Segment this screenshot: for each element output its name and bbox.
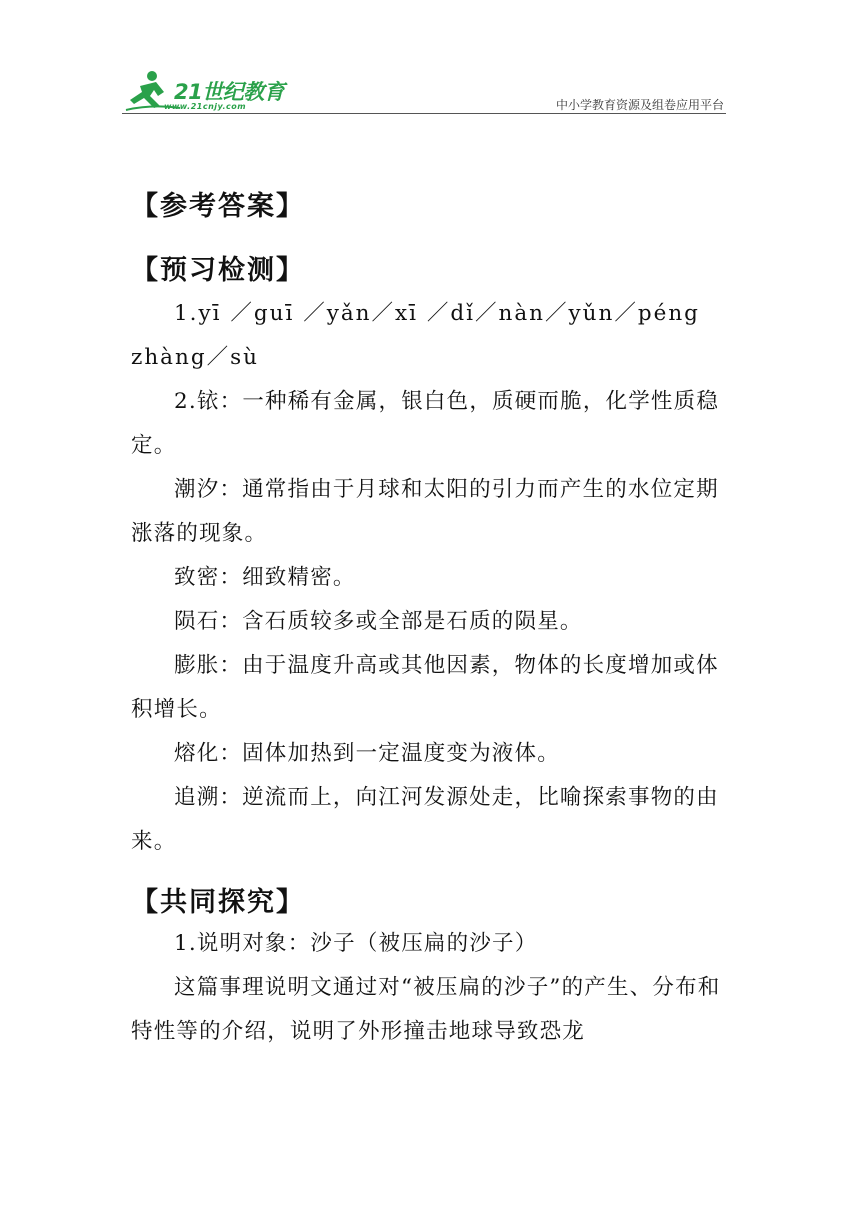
paragraph: 膨胀：由于温度升高或其他因素，物体的长度增加或体积增长。 bbox=[131, 653, 719, 722]
logo-text: 21世纪教育 bbox=[174, 80, 285, 104]
section-heading-explore: 【共同探究】 bbox=[131, 887, 305, 918]
document-body bbox=[131, 190, 731, 1054]
paragraph: 1.yī ／guī ／yǎn／xī ／dǐ／nàn／yǔn／péng zhàng／sù bbox=[131, 301, 700, 370]
paragraph: 熔化：固体加热到一定温度变为液体。 bbox=[174, 741, 560, 766]
paragraph: 陨石：含石质较多或全部是石质的陨星。 bbox=[174, 609, 583, 634]
logo-url: www.21cnjy.com bbox=[164, 102, 247, 111]
section-heading-answers: 【参考答案】 bbox=[131, 191, 305, 222]
page-header bbox=[122, 66, 726, 116]
paragraph: 致密：细致精密。 bbox=[174, 565, 356, 590]
section-heading-preview: 【预习检测】 bbox=[131, 255, 305, 286]
paragraph: 这篇事理说明文通过对“被压扁的沙子”的产生、分布和特性等的介绍，说明了外形撞击地球导致恐龙 bbox=[131, 975, 721, 1044]
header-tagline: 中小学教育资源及组卷应用平台 bbox=[555, 98, 724, 112]
paragraph: 追溯：逆流而上，向江河发源处走，比喻探索事物的由来。 bbox=[131, 785, 719, 854]
paragraph: 潮汐：通常指由于月球和太阳的引力而产生的水位定期涨落的现象。 bbox=[131, 477, 719, 546]
header-divider bbox=[122, 113, 726, 114]
paragraph: 1.说明对象：沙子（被压扁的沙子） bbox=[174, 931, 538, 956]
logo bbox=[122, 66, 297, 114]
paragraph: 2.铱：一种稀有金属，银白色，质硬而脆，化学性质稳定。 bbox=[131, 389, 720, 458]
